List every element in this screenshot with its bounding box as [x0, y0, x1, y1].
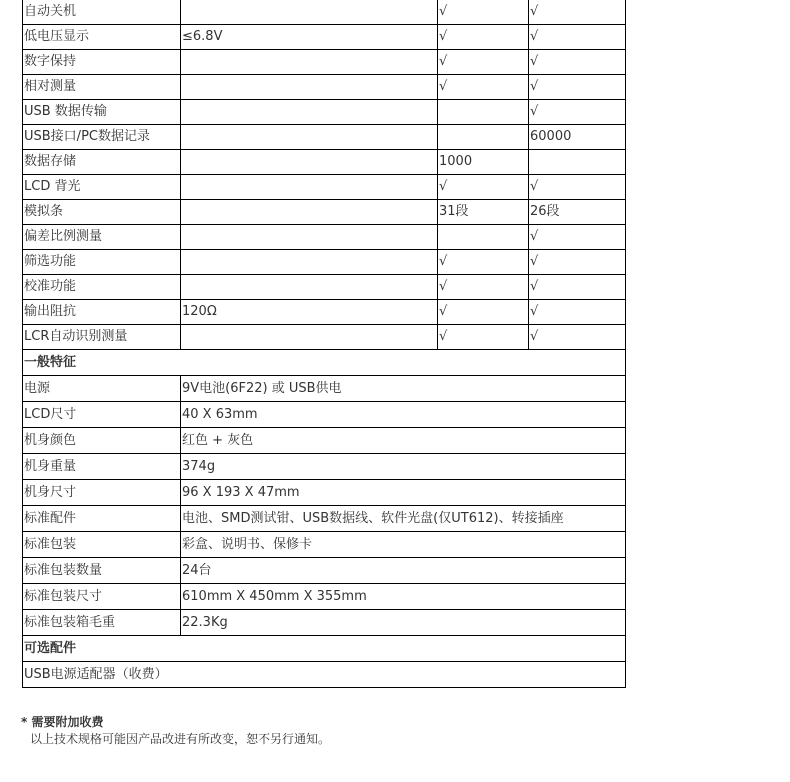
general-value: 374g: [181, 454, 626, 480]
feature-col4: √: [529, 75, 626, 100]
feature-row: [23, 200, 626, 225]
note-text: 以上技术规格可能因产品改进有所改变，恕不另行通知。: [30, 732, 331, 746]
feature-col4: 26段: [529, 200, 626, 225]
feature-value: [181, 100, 438, 125]
general-name: 机身颜色: [23, 428, 181, 454]
feature-row: [23, 225, 626, 250]
general-name: 电源: [23, 376, 181, 402]
feature-name: 数字保持: [23, 50, 181, 75]
general-header: 一般特征: [23, 350, 626, 376]
feature-name: USB 数据传输: [23, 100, 181, 125]
feature-col4: [529, 150, 626, 175]
optional-section: [23, 636, 626, 688]
general-value: 96 X 193 X 47mm: [181, 480, 626, 506]
general-name: 机身尺寸: [23, 480, 181, 506]
general-row: [23, 480, 626, 506]
feature-name: LCR自动识别测量: [23, 325, 181, 350]
feature-col3: √: [438, 0, 529, 25]
optional-item: USB电源适配器（收费）: [23, 662, 626, 688]
feature-col4: √: [529, 0, 626, 25]
general-name: 标准配件: [23, 506, 181, 532]
feature-col3: √: [438, 300, 529, 325]
general-row: [23, 454, 626, 480]
general-name: LCD尺寸: [23, 402, 181, 428]
feature-col3: [438, 125, 529, 150]
feature-value: [181, 200, 438, 225]
spec-table: [22, 0, 626, 688]
feature-value: [181, 125, 438, 150]
general-rows: [23, 376, 626, 636]
note-title: * 需要附加收费: [21, 715, 104, 729]
feature-col4: √: [529, 225, 626, 250]
feature-col4: √: [529, 325, 626, 350]
feature-row: [23, 25, 626, 50]
feature-row: [23, 100, 626, 125]
feature-col3: √: [438, 75, 529, 100]
feature-name: 相对测量: [23, 75, 181, 100]
general-row: [23, 584, 626, 610]
feature-value: [181, 175, 438, 200]
optional-header-row: [23, 636, 626, 662]
feature-row: [23, 175, 626, 200]
feature-col3: [438, 100, 529, 125]
feature-value: [181, 150, 438, 175]
feature-col3: √: [438, 250, 529, 275]
feature-col4: √: [529, 300, 626, 325]
feature-row: [23, 75, 626, 100]
feature-col4: √: [529, 250, 626, 275]
general-name: 标准包装箱毛重: [23, 610, 181, 636]
feature-row: [23, 275, 626, 300]
feature-name: 自动关机: [23, 0, 181, 25]
feature-col3: √: [438, 25, 529, 50]
feature-value: ≤6.8V: [181, 25, 438, 50]
feature-row: [23, 50, 626, 75]
feature-col3: √: [438, 325, 529, 350]
feature-col3: [438, 225, 529, 250]
feature-row: [23, 150, 626, 175]
feature-name: 低电压显示: [23, 25, 181, 50]
general-name: 标准包装尺寸: [23, 584, 181, 610]
general-row: [23, 506, 626, 532]
feature-col4: 60000: [529, 125, 626, 150]
general-name: 标准包装: [23, 532, 181, 558]
feature-value: [181, 0, 438, 25]
feature-name: 筛选功能: [23, 250, 181, 275]
feature-row: [23, 300, 626, 325]
optional-item-row: [23, 662, 626, 688]
feature-row: [23, 0, 626, 25]
feature-name: 输出阻抗: [23, 300, 181, 325]
feature-col3: 31段: [438, 200, 529, 225]
general-header-row: [23, 350, 626, 376]
feature-name: 校准功能: [23, 275, 181, 300]
feature-col4: √: [529, 275, 626, 300]
feature-value: [181, 275, 438, 300]
feature-value: 120Ω: [181, 300, 438, 325]
feature-col4: √: [529, 25, 626, 50]
general-value: 9V电池(6F22) 或 USB供电: [181, 376, 626, 402]
general-row: [23, 402, 626, 428]
general-value: 彩盒、说明书、保修卡: [181, 532, 626, 558]
feature-value: [181, 225, 438, 250]
feature-value: [181, 50, 438, 75]
feature-row: [23, 125, 626, 150]
feature-row: [23, 250, 626, 275]
general-value: 610mm X 450mm X 355mm: [181, 584, 626, 610]
feature-col4: √: [529, 100, 626, 125]
general-value: 24台: [181, 558, 626, 584]
feature-name: 模拟条: [23, 200, 181, 225]
general-row: [23, 376, 626, 402]
general-row: [23, 428, 626, 454]
general-row: [23, 558, 626, 584]
feature-col4: √: [529, 50, 626, 75]
general-value: 电池、SMD测试钳、USB数据线、软件光盘(仅UT612)、转接插座: [181, 506, 626, 532]
feature-value: [181, 75, 438, 100]
general-value: 40 X 63mm: [181, 402, 626, 428]
feature-value: [181, 250, 438, 275]
general-value: 红色 + 灰色: [181, 428, 626, 454]
feature-value: [181, 325, 438, 350]
general-row: [23, 532, 626, 558]
feature-col3: √: [438, 50, 529, 75]
feature-name: 数据存储: [23, 150, 181, 175]
optional-header: 可选配件: [23, 636, 626, 662]
general-name: 机身重量: [23, 454, 181, 480]
general-section: [23, 350, 626, 376]
feature-name: LCD 背光: [23, 175, 181, 200]
feature-col3: 1000: [438, 150, 529, 175]
feature-rows: [23, 0, 626, 350]
feature-col3: √: [438, 275, 529, 300]
feature-col3: √: [438, 175, 529, 200]
feature-name: 偏差比例测量: [23, 225, 181, 250]
general-name: 标准包装数量: [23, 558, 181, 584]
feature-name: USB接口/PC数据记录: [23, 125, 181, 150]
feature-row: [23, 325, 626, 350]
feature-col4: √: [529, 175, 626, 200]
notes: [21, 714, 330, 748]
general-value: 22.3Kg: [181, 610, 626, 636]
general-row: [23, 610, 626, 636]
